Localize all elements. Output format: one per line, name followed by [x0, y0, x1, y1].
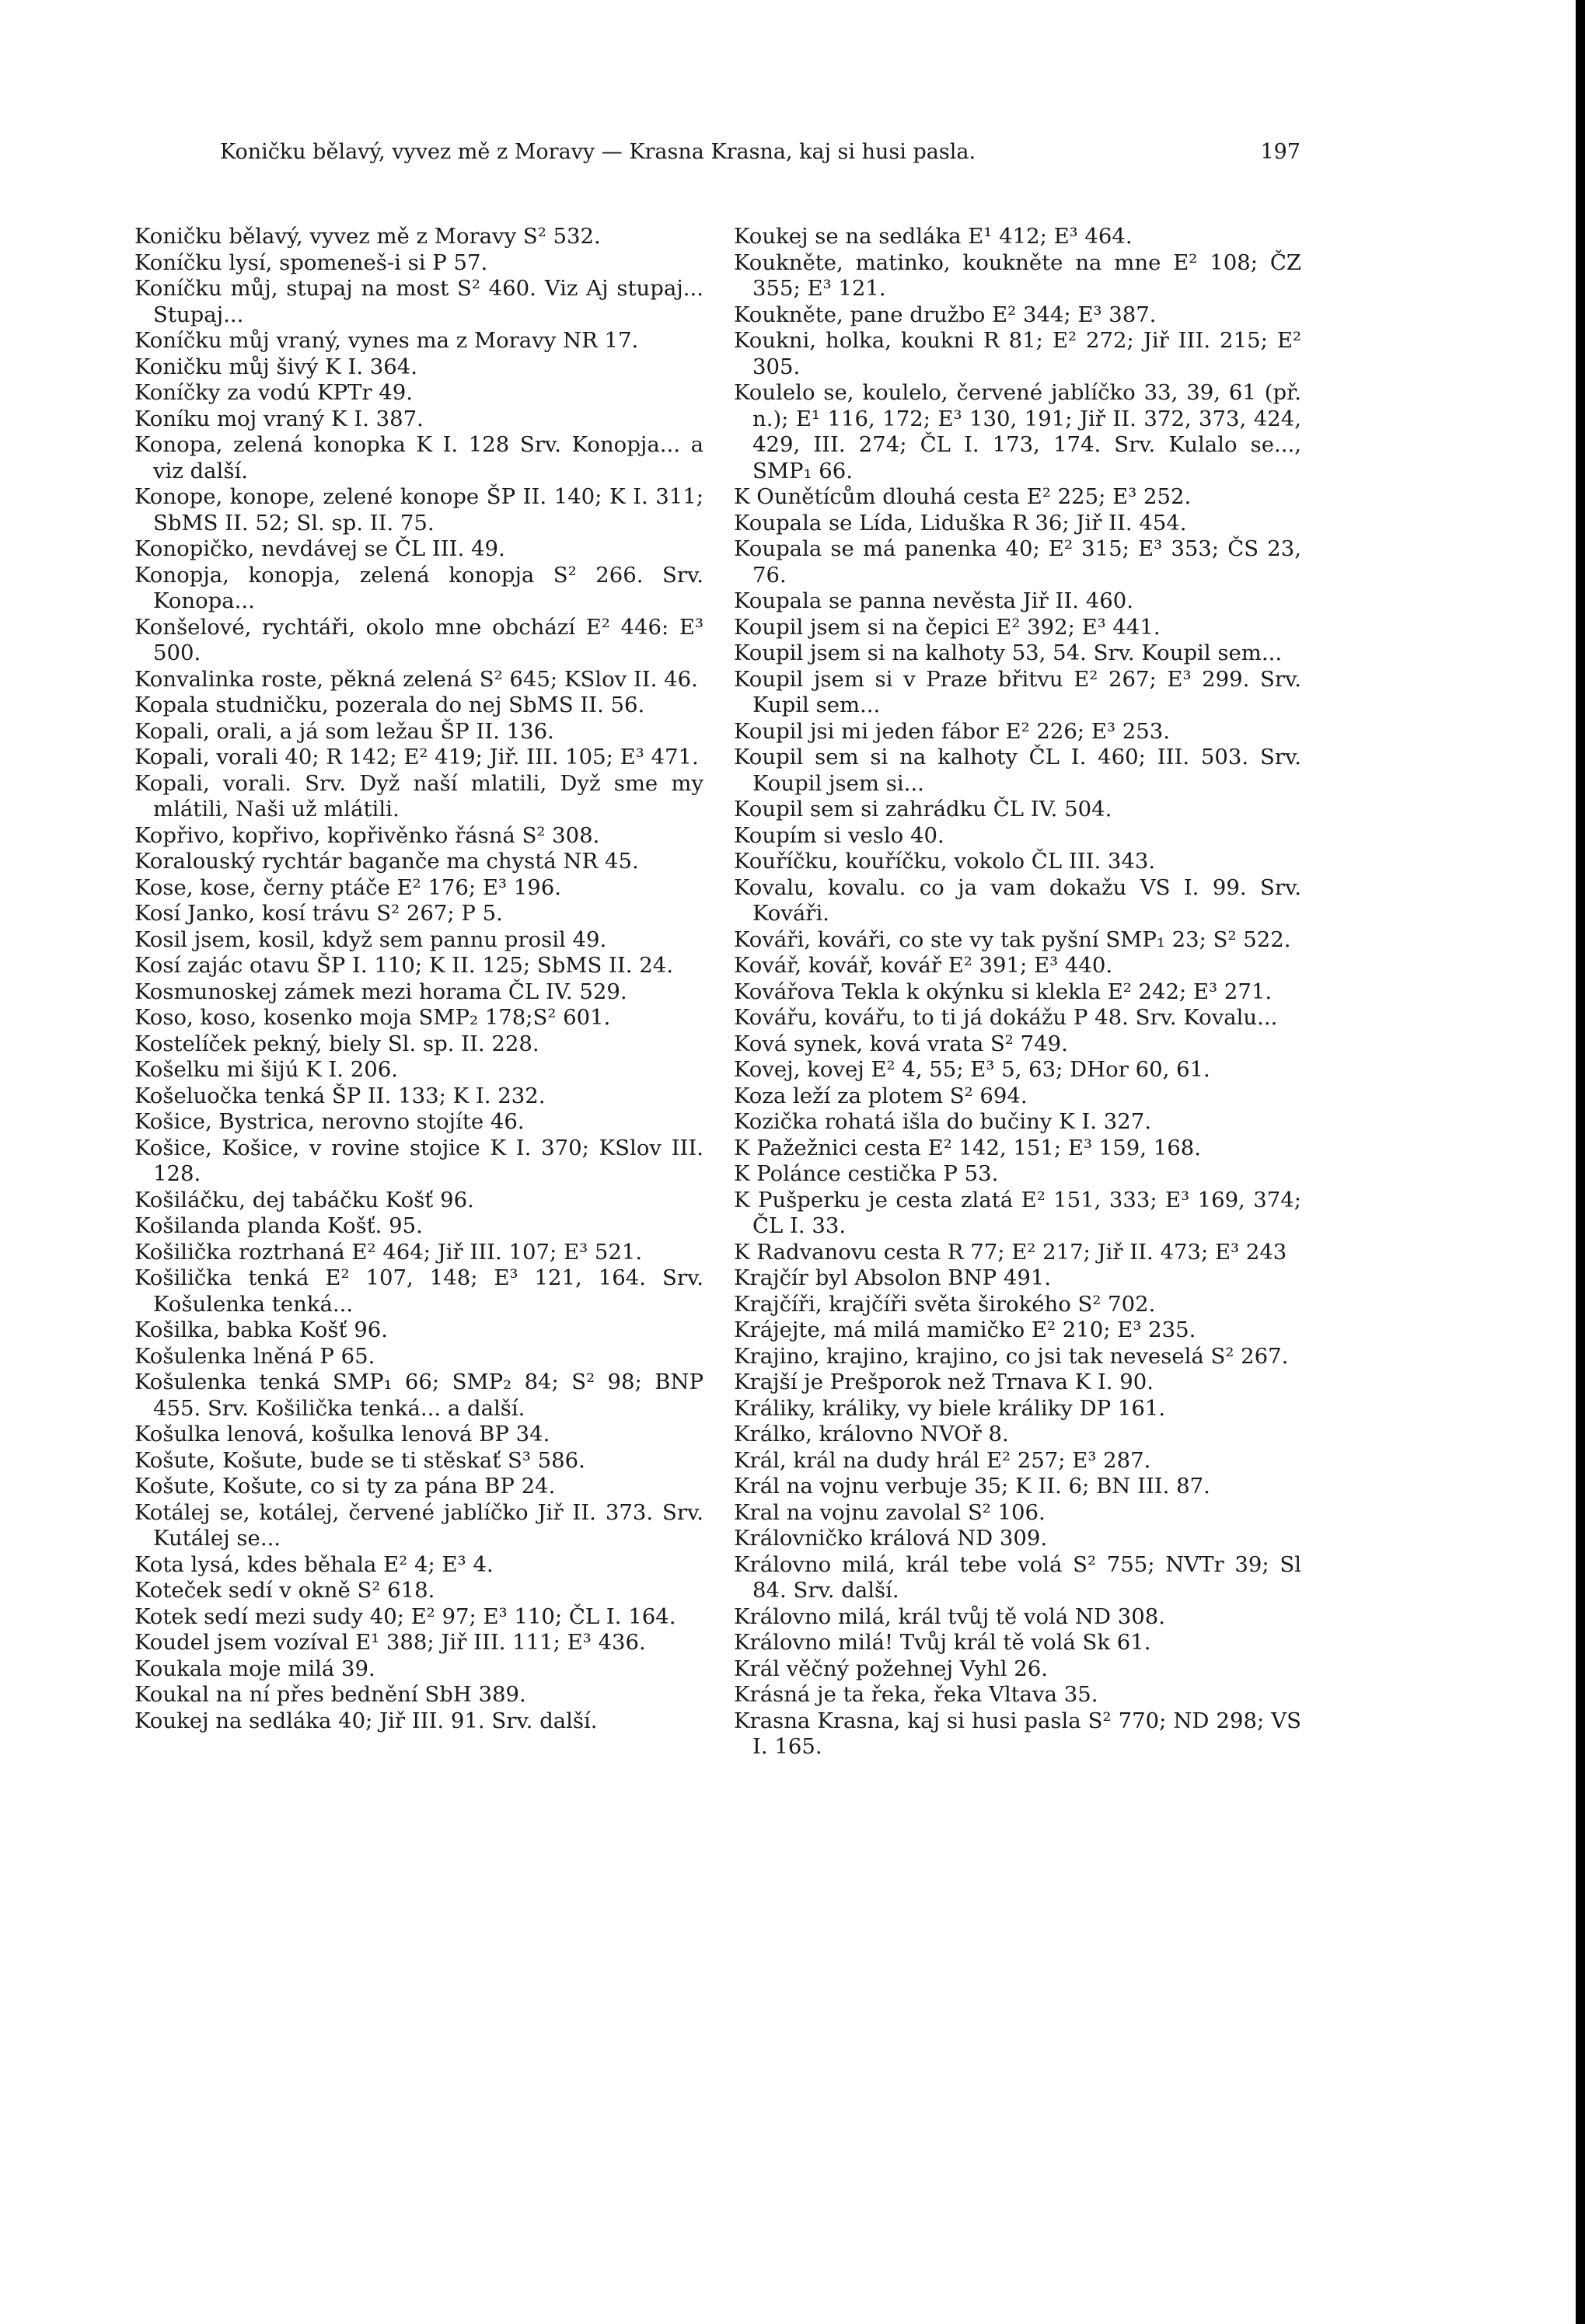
- index-entry: Koudel jsem vozíval E¹ 388; Jiř III. 111; E³ 436.: [134, 1630, 646, 1655]
- index-entry: Košilka, babka Košť 96.: [134, 1317, 389, 1342]
- index-entry: Kosmunoskej zámek mezi horama ČL IV. 529.: [134, 979, 627, 1004]
- index-entry: Konope, konope, zelené konope ŠP II. 140; K I. 311; SbMS II. 52; Sl. sp. II. 75.: [134, 484, 703, 536]
- index-entry: Kováři, kováři, co ste vy tak pyšní SMP₁ 23; S² 522.: [734, 926, 1291, 952]
- index-entry: Krásná je ta řeka, řeka Vltava 35.: [734, 1682, 1098, 1707]
- index-entry: Ková synek, ková vrata S² 749.: [734, 1031, 1068, 1056]
- index-entry: Koukněte, pane družbo E² 344; E³ 387.: [734, 302, 1157, 327]
- index-entry: K Pažežnici cesta E² 142, 151; E³ 159, 168.: [734, 1135, 1201, 1160]
- index-entry: Kozička rohatá išla do bučiny K I. 327.: [734, 1109, 1151, 1134]
- index-entry: Krajčíři, krajčíři světa širokého S² 702.: [734, 1291, 1156, 1317]
- index-entry: Koníčku můj vraný, vynes ma z Moravy NR 17.: [134, 328, 639, 353]
- index-entry: Kral na vojnu zavolal S² 106.: [734, 1499, 1046, 1525]
- index-entry: Královno milá, král tebe volá S² 755; NVTr 39; Sl 84. Srv. další.: [734, 1551, 1301, 1603]
- index-entry: Kovářova Tekla k okýnku si klekla E² 242; E³ 271.: [734, 979, 1273, 1004]
- index-entry: Koupil sem si na kalhoty ČL I. 460; III. 503. Srv. Koupil jsem si...: [734, 745, 1301, 796]
- index-entry: Koukala moje milá 39.: [134, 1656, 375, 1681]
- index-entry: Kotálej se, kotálej, červené jablíčko Jiř II. 373. Srv. Kutálej se...: [134, 1499, 703, 1551]
- index-entry: Koničku bělavý, vyvez mě z Moravy S² 532.: [134, 224, 601, 249]
- index-entry: Košulenka tenká SMP₁ 66; SMP₂ 84; S² 98; BNP 455. Srv. Košilička tenká... a další.: [134, 1370, 703, 1421]
- index-entry: Košilanda planda Košť. 95.: [134, 1213, 423, 1238]
- index-entry: Koupala se Lída, Liduška R 36; Jiř II. 454.: [734, 510, 1187, 536]
- index-entry: Kovalu, kovalu. co ja vam dokažu VS I. 99. Srv. Kováři.: [734, 874, 1301, 926]
- index-entry: Koukni, holka, koukni R 81; E² 272; Jiř III. 215; E² 305.: [734, 328, 1301, 379]
- index-entry: Králiky, králiky, vy biele králiky DP 161.: [734, 1395, 1166, 1421]
- index-entry: Koničku můj šivý K I. 364.: [134, 354, 418, 379]
- index-entry: Kovář, kovář, kovář E² 391; E³ 440.: [734, 953, 1113, 978]
- index-entry: Konopa, zelená konopka K I. 128 Srv. Konopja... a viz další.: [134, 432, 703, 483]
- running-header: [220, 140, 1300, 179]
- index-entry: Král na vojnu verbuje 35; K II. 6; BN III. 87.: [734, 1474, 1210, 1499]
- index-entry: Králko, královno NVOř 8.: [734, 1422, 1009, 1446]
- index-entry: Koulelo se, koulelo, červené jablíčko 33, 39, 61 (př. n.); E¹ 116, 172; E³ 130, 191; Jiř II. 372, 373, 424, 429, III. 274; ČL I. 173, 174. Srv. Kulalo se..., SMP₁ 66.: [734, 380, 1301, 483]
- index-entry: Košice, Košice, v rovine stojice K I. 370; KSlov III. 128.: [134, 1135, 703, 1186]
- index-entry: Konvalinka roste, pěkná zelená S² 645; KSlov II. 46.: [134, 666, 698, 692]
- index-entry: Koupil jsem si na čepici E² 392; E³ 441.: [734, 614, 1161, 640]
- index-entry: Královničko králová ND 309.: [734, 1526, 1048, 1551]
- index-entry: Konopja, konopja, zelená konopja S² 266. Srv. Konopa...: [134, 562, 703, 613]
- index-entry: Král věčný požehnej Vyhl 26.: [734, 1656, 1048, 1681]
- index-entry: Koníčky za vodú KPTr 49.: [134, 380, 413, 405]
- page-number: 197: [1260, 140, 1300, 164]
- index-entry: Košiláčku, dej tabáčku Košť 96.: [134, 1187, 474, 1213]
- index-entry: Kopali, vorali 40; R 142; E² 419; Jiř. III. 105; E³ 471.: [134, 745, 699, 769]
- index-entry: Koupím si veslo 40.: [734, 822, 944, 848]
- index-entry: Kota lysá, kdes běhala E² 4; E³ 4.: [134, 1551, 494, 1577]
- right-column: [734, 224, 1301, 1760]
- index-entry: Kopala studničku, pozerala do nej SbMS II. 56.: [134, 693, 645, 717]
- index-entry: Košelku mi šijú K I. 206.: [134, 1057, 399, 1082]
- index-entry: Kovej, kovej E² 4, 55; E³ 5, 63; DHor 60, 61.: [734, 1057, 1210, 1082]
- index-entry: Kopřivo, kopřivo, kopřivěnko řásná S² 308.: [134, 822, 600, 848]
- index-entry: Kostelíček pekný, biely Sl. sp. II. 228.: [134, 1031, 539, 1056]
- index-entry: Koníčku můj, stupaj na most S² 460. Viz Aj stupaj... Stupaj...: [134, 276, 703, 327]
- index-entry: Košute, Košute, bude se ti stěskať S³ 586.: [134, 1447, 585, 1473]
- index-entry: Krajčír byl Absolon BNP 491.: [734, 1265, 1052, 1290]
- index-entry: K Pušperku je cesta zlatá E² 151, 333; E³ 169, 374; ČL I. 33.: [734, 1187, 1301, 1238]
- index-entry: Koteček sedí v okně S² 618.: [134, 1578, 435, 1603]
- index-entry: Kopali, orali, a já som ležau ŠP II. 136.: [134, 718, 554, 744]
- index-entry: Konšelové, rychtáři, okolo mne obchází E² 446: E³ 500.: [134, 614, 703, 665]
- index-entry: Koza leží za plotem S² 694.: [734, 1083, 1028, 1108]
- index-entry: Košilička roztrhaná E² 464; Jiř III. 107; E³ 521.: [134, 1239, 643, 1265]
- index-entry: K Radvanovu cesta R 77; E² 217; Jiř II. 473; E³ 243: [734, 1239, 1287, 1265]
- index-entry: K Ounětícům dlouhá cesta E² 225; E³ 252.: [734, 484, 1192, 509]
- index-entry: Koníku moj vraný K I. 387.: [134, 406, 424, 431]
- index-entry: Kosí Janko, kosí trávu S² 267; P 5.: [134, 901, 503, 926]
- index-entry: Košilička tenká E² 107, 148; E³ 121, 164. Srv. Košulenka tenká...: [134, 1265, 703, 1317]
- index-entry: Kosí zajác otavu ŠP I. 110; K II. 125; SbMS II. 24.: [134, 953, 673, 978]
- index-entry: Krasna Krasna, kaj si husi pasla S² 770; ND 298; VS I. 165.: [734, 1708, 1301, 1759]
- left-column: [134, 224, 703, 1734]
- index-entry: Krajší je Prešporok než Trnava K I. 90.: [734, 1370, 1154, 1394]
- index-entry: Koupala se má panenka 40; E² 315; E³ 353; ČS 23, 76.: [734, 536, 1301, 588]
- index-entry: Královno milá! Tvůj král tě volá Sk 61.: [734, 1630, 1151, 1655]
- index-entry: Koupala se panna nevěsta Jiř II. 460.: [734, 588, 1133, 613]
- index-entry: Krajino, krajino, krajino, co jsi tak neveselá S² 267.: [734, 1343, 1289, 1369]
- index-entry: Kotek sedí mezi sudy 40; E² 97; E³ 110; ČL I. 164.: [134, 1603, 676, 1629]
- scan-edge-bar: [1576, 0, 1585, 2324]
- index-entry: Kouříčku, kouříčku, vokolo ČL III. 343.: [734, 849, 1156, 874]
- index-entry: Koukej se na sedláka E¹ 412; E³ 464.: [734, 224, 1133, 249]
- index-entry: Koupil jsem si na kalhoty 53, 54. Srv. Koupil sem...: [734, 640, 1283, 665]
- index-entry: Koukněte, matinko, koukněte na mne E² 108; ČZ 355; E³ 121.: [734, 249, 1301, 301]
- index-entry: Koukej na sedláka 40; Jiř III. 91. Srv. další.: [134, 1708, 598, 1733]
- index-entry: Kovářu, kovářu, to ti já dokážu P 48. Srv. Kovalu...: [734, 1005, 1278, 1030]
- index-entry: Koukal na ní přes bednění SbH 389.: [134, 1682, 526, 1707]
- index-entry: Koralouský rychtár baganče ma chystá NR 45.: [134, 849, 639, 874]
- running-title: Koničku bělavý, vyvez mě z Moravy — Krasna Krasna, kaj si husi pasla.: [220, 140, 976, 164]
- index-entry: Koníčku lysí, spomeneš-i si P 57.: [134, 249, 488, 275]
- index-entry: Košice, Bystrica, nerovno stojíte 46.: [134, 1109, 525, 1134]
- index-entry: Konopičko, nevdávej se ČL III. 49.: [134, 536, 505, 561]
- index-entry: Královno milá, král tvůj tě volá ND 308.: [734, 1603, 1166, 1629]
- index-entry: Krájejte, má milá mamičko E² 210; E³ 235.: [734, 1317, 1196, 1342]
- index-entry: Kosil jsem, kosil, když sem pannu prosil 49.: [134, 926, 607, 952]
- index-entry: Koso, koso, kosenko moja SMP₂ 178;S² 601.: [134, 1005, 611, 1030]
- index-entry: Koupil jsi mi jeden fábor E² 226; E³ 253.: [734, 718, 1170, 744]
- index-entry: K Polánce cestička P 53.: [734, 1161, 999, 1186]
- index-entry: Košulenka lněná P 65.: [134, 1343, 375, 1369]
- index-entry: Kopali, vorali. Srv. Dyž naší mlatili, Dyž sme my mlátili, Naši už mlátili.: [134, 770, 703, 822]
- index-entry: Koupil jsem si v Praze břitvu E² 267; E³ 299. Srv. Kupil sem...: [734, 666, 1301, 717]
- index-entry: Košute, Košute, co si ty za pána BP 24.: [134, 1474, 556, 1499]
- index-entry: Král, král na dudy hrál E² 257; E³ 287.: [734, 1447, 1151, 1473]
- index-entry: Kose, kose, černy ptáče E² 176; E³ 196.: [134, 874, 562, 900]
- index-entry: Koupil sem si zahrádku ČL IV. 504.: [734, 797, 1112, 822]
- index-entry: Košulka lenová, košulka lenová BP 34.: [134, 1422, 550, 1446]
- index-entry: Košeluočka tenká ŠP II. 133; K I. 232.: [134, 1083, 546, 1108]
